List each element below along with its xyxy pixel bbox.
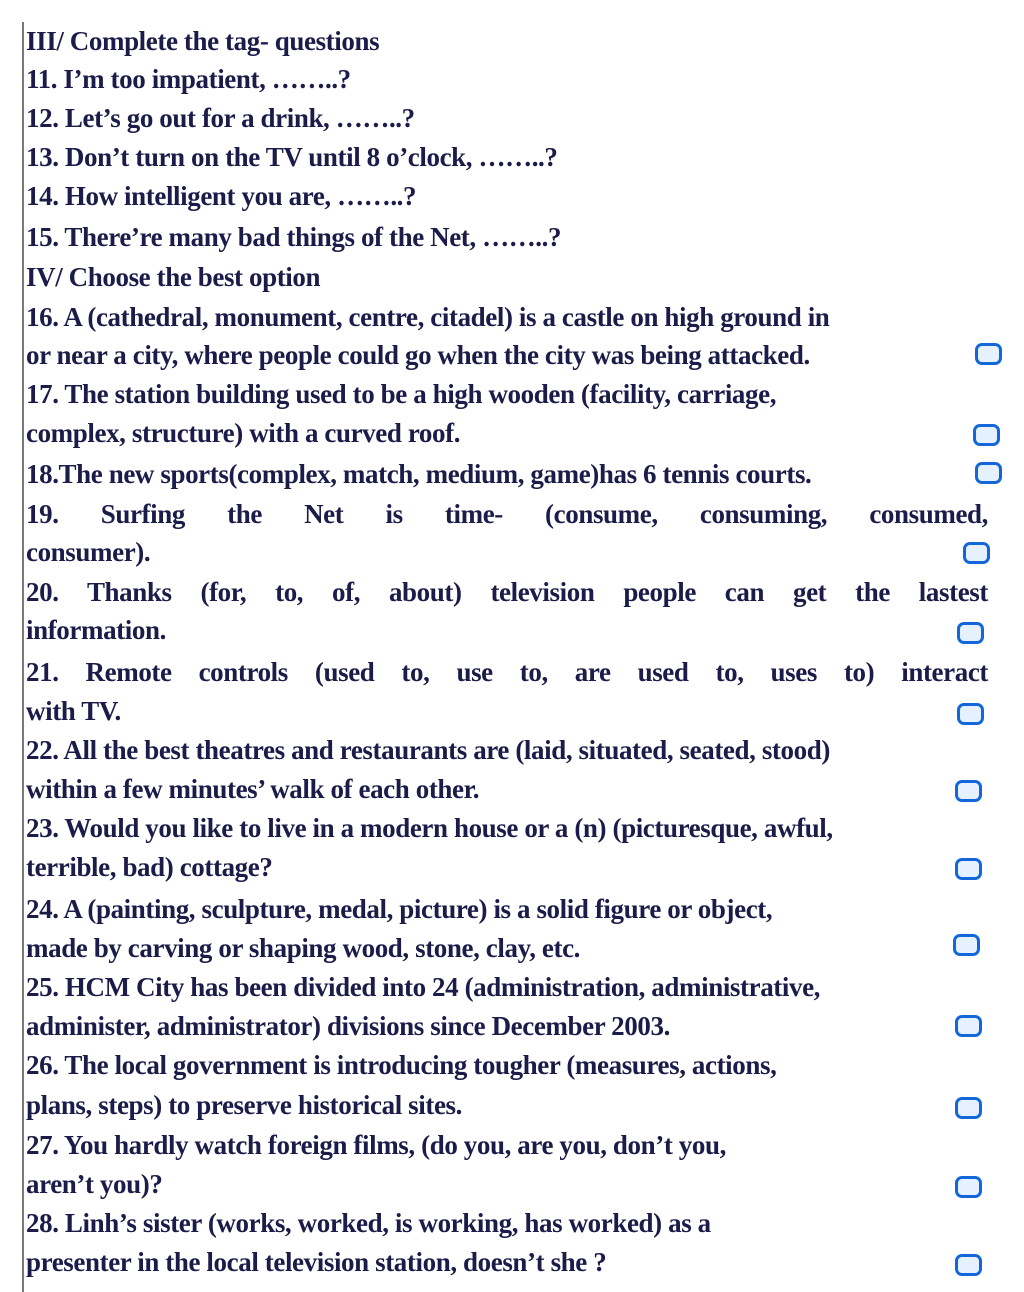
question-16-line-1: 16. A (cathedral, monument, centre, citadel) is a castle on high ground in <box>26 302 830 332</box>
question-19-line-2: consumer). <box>26 537 151 567</box>
question-24-line-2: made by carving or shaping wood, stone, clay, etc. <box>26 933 581 963</box>
question-17-line-2: complex, structure) with a curved roof. <box>26 418 461 448</box>
section-4-heading: IV/ Choose the best option <box>26 262 321 292</box>
answer-marker-26[interactable] <box>955 1097 982 1119</box>
question-17-line-1: 17. The station building used to be a high wooden (facility, carriage, <box>26 379 777 409</box>
answer-marker-21[interactable] <box>957 703 984 725</box>
question-13: 13. Don’t turn on the TV until 8 o’clock, ……..? <box>26 142 558 172</box>
question-23-line-2: terrible, bad) cottage? <box>26 852 273 882</box>
question-22-line-1: 22. All the best theatres and restaurants are (laid, situated, seated, stood) <box>26 735 830 765</box>
question-28-line-1: 28. Linh’s sister (works, worked, is working, has worked) as a <box>26 1208 711 1238</box>
left-margin-rule <box>22 22 24 1292</box>
answer-marker-20[interactable] <box>957 622 984 644</box>
answer-marker-28[interactable] <box>955 1254 982 1276</box>
question-26-line-2: plans, steps) to preserve historical sites. <box>26 1090 463 1120</box>
question-28-line-2: presenter in the local television station, doesn’t she ? <box>26 1247 607 1277</box>
answer-marker-22[interactable] <box>955 780 982 802</box>
question-27-line-1: 27. You hardly watch foreign films, (do you, are you, don’t you, <box>26 1130 726 1160</box>
question-20-line-1: 20. Thanks (for, to, of, about) television people can get the lastest <box>26 577 988 607</box>
question-15: 15. There’re many bad things of the Net, ……..? <box>26 222 562 252</box>
answer-marker-24[interactable] <box>953 934 980 956</box>
answer-marker-16[interactable] <box>975 343 1002 365</box>
question-21-line-2: with TV. <box>26 696 121 726</box>
question-23-line-1: 23. Would you like to live in a modern house or a (n) (picturesque, awful, <box>26 813 833 843</box>
question-22-line-2: within a few minutes’ walk of each other. <box>26 774 480 804</box>
answer-marker-19[interactable] <box>963 542 990 564</box>
question-27-line-2: aren’t you)? <box>26 1169 163 1199</box>
answer-marker-23[interactable] <box>955 858 982 880</box>
answer-marker-25[interactable] <box>955 1015 982 1037</box>
question-16-line-2: or near a city, where people could go when the city was being attacked. <box>26 340 810 370</box>
question-12: 12. Let’s go out for a drink, ……..? <box>26 103 415 133</box>
section-3-heading: III/ Complete the tag- questions <box>26 26 380 56</box>
question-21-line-1: 21. Remote controls (used to, use to, are used to, uses to) interact <box>26 657 988 687</box>
question-14: 14. How intelligent you are, ……..? <box>26 181 417 211</box>
answer-marker-18[interactable] <box>975 462 1002 484</box>
question-25-line-1: 25. HCM City has been divided into 24 (administration, administrative, <box>26 972 821 1002</box>
question-11: 11. I’m too impatient, ……..? <box>26 64 351 94</box>
question-26-line-1: 26. The local government is introducing tougher (measures, actions, <box>26 1050 777 1080</box>
answer-marker-17[interactable] <box>973 424 1000 446</box>
question-20-line-2: information. <box>26 615 166 645</box>
question-19-line-1: 19. Surfing the Net is time- (consume, consuming, consumed, <box>26 499 988 529</box>
answer-marker-27[interactable] <box>955 1176 982 1198</box>
question-24-line-1: 24. A (painting, sculpture, medal, picture) is a solid figure or object, <box>26 894 773 924</box>
question-25-line-2: administer, administrator) divisions since December 2003. <box>26 1011 670 1041</box>
question-18: 18.The new sports(complex, match, medium, game)has 6 tennis courts. <box>26 459 812 489</box>
